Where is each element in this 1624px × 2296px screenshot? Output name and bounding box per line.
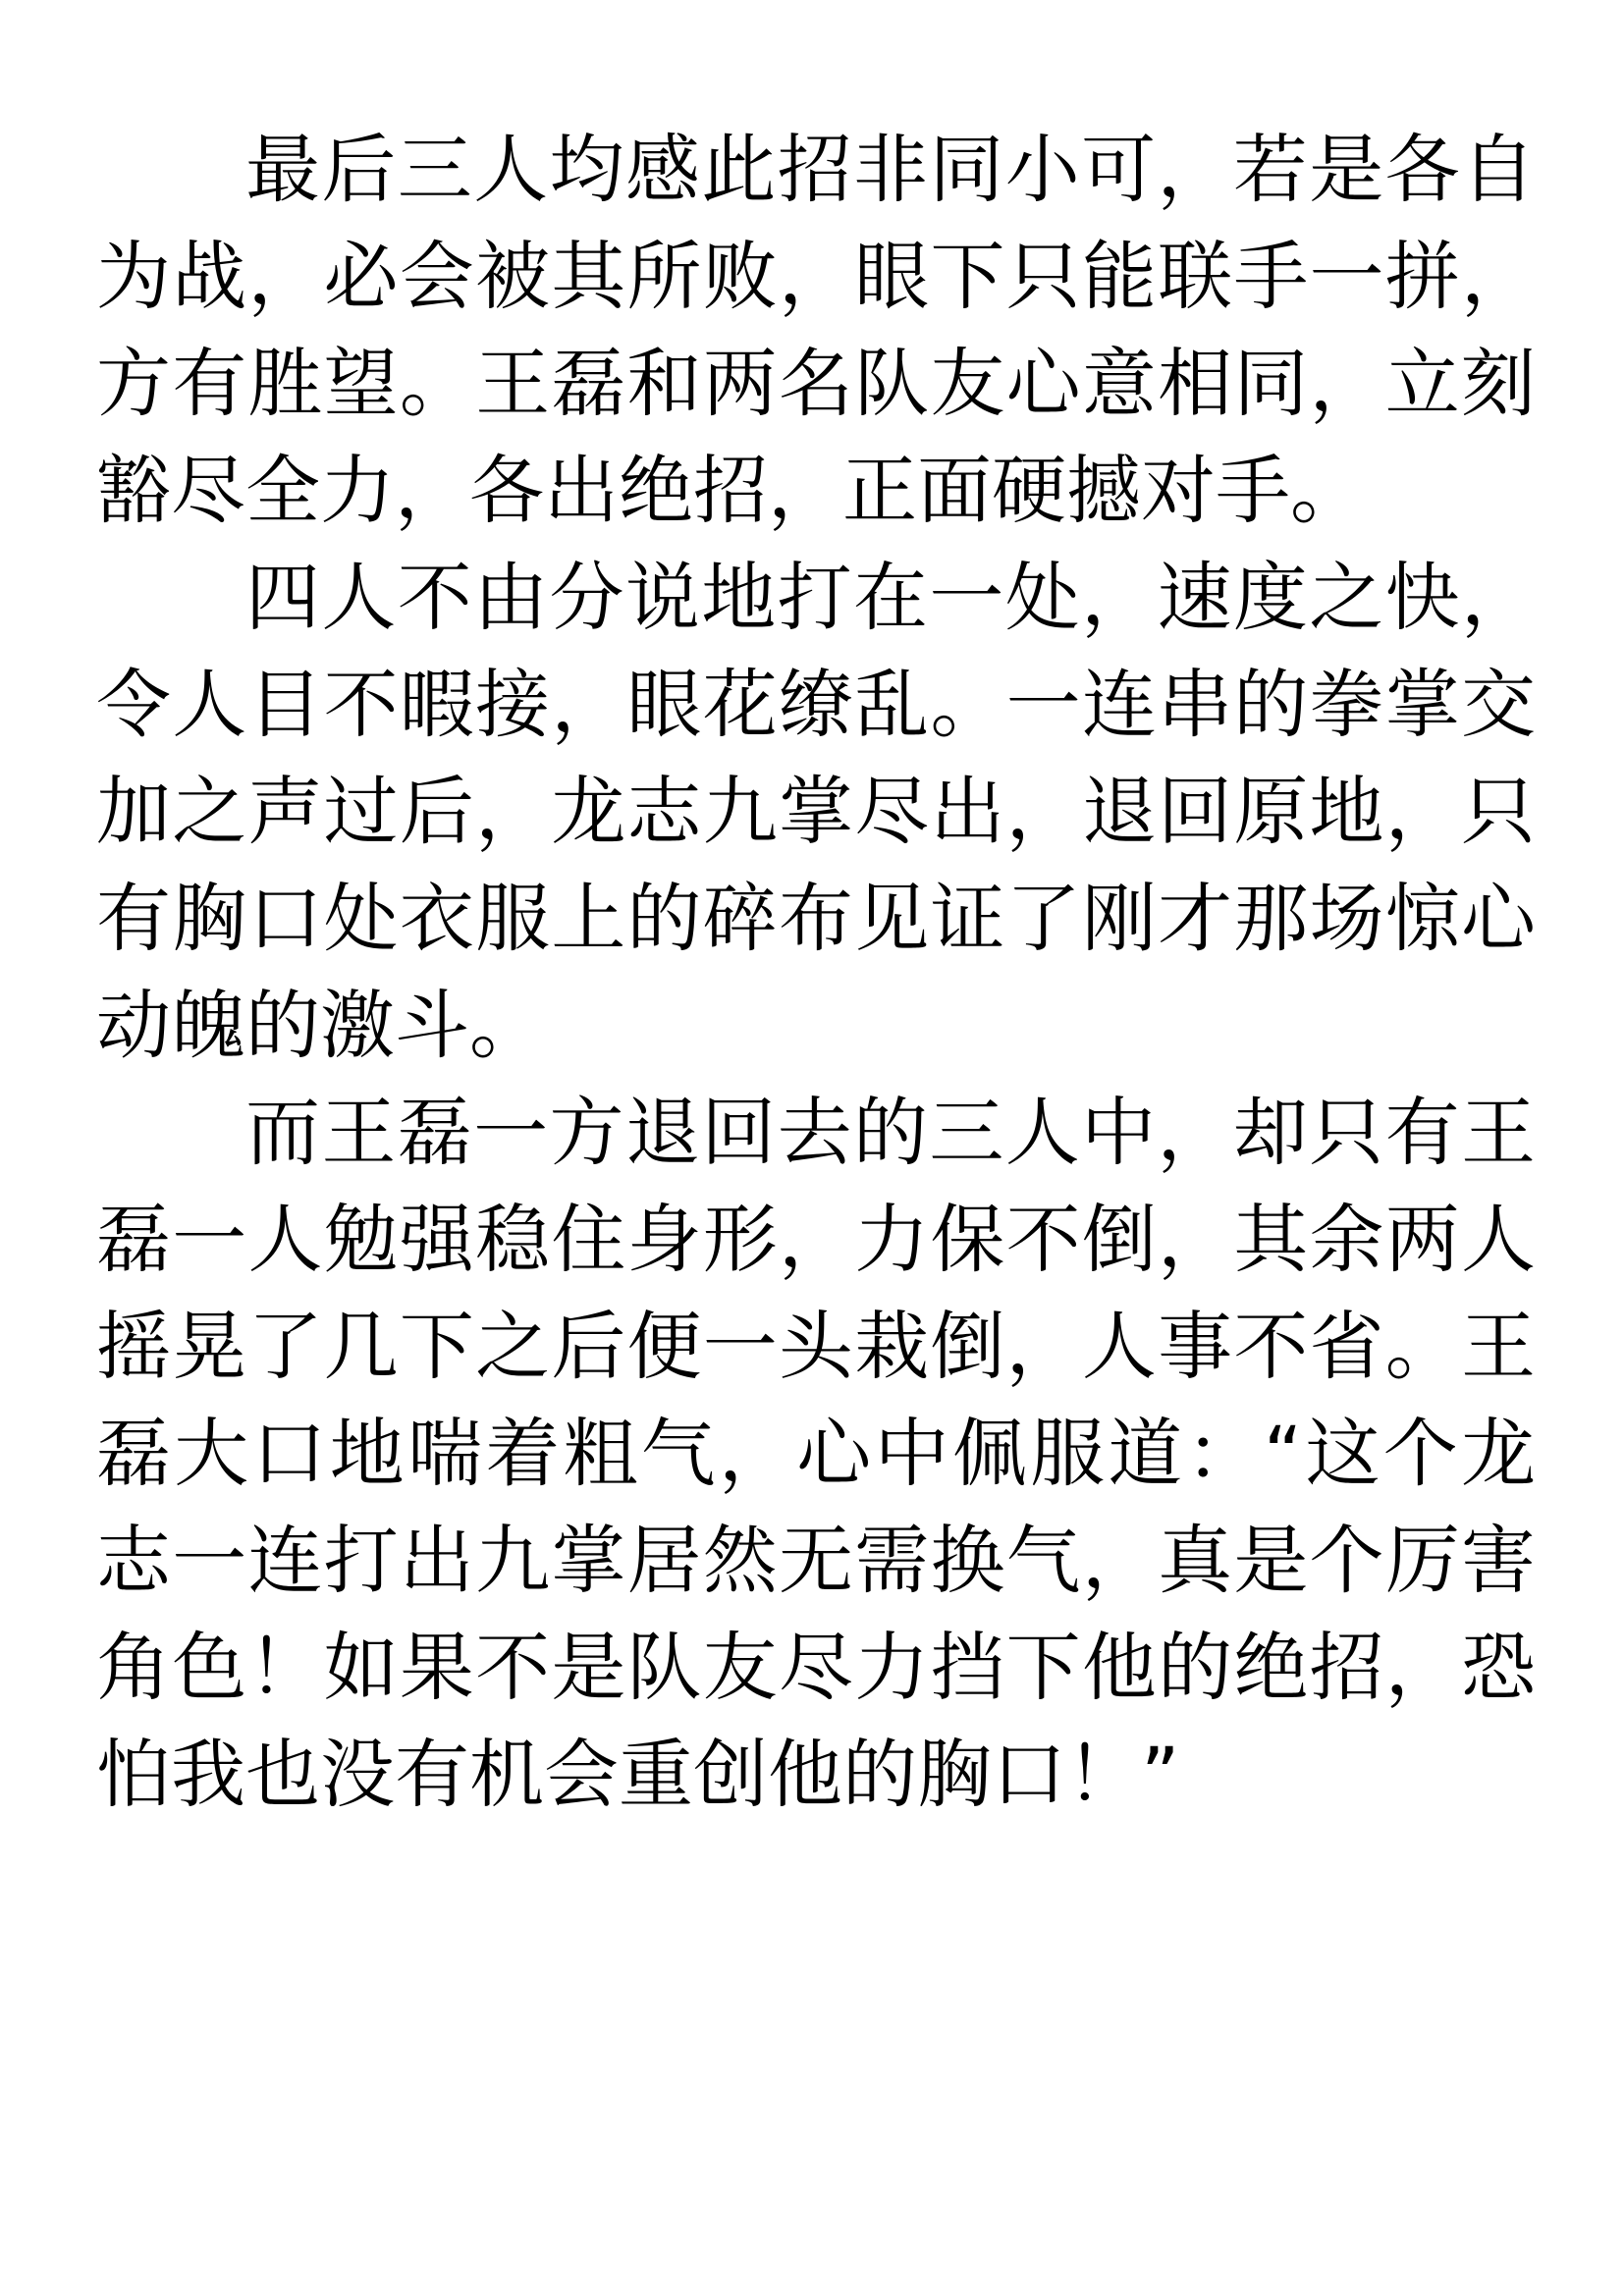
paragraph-2: 四人不由分说地打在一处，速度之快，令人目不暇接，眼花缭乱。一连串的拳掌交加之声过后，龙志九掌尽出，退回原地，只有胸口处衣服上的碎布见证了刚才那场惊心动魄的激斗。 <box>96 554 1536 1069</box>
paragraph-1: 最后三人均感此招非同小可，若是各自为战，必会被其所败，眼下只能联手一拼，方有胜望。王磊和两名队友心意相同，立刻豁尽全力，各出绝招，正面硬撼对手。 <box>96 126 1536 534</box>
paragraph-3: 而王磊一方退回去的三人中，却只有王磊一人勉强稳住身形，力保不倒，其余两人摇晃了几下之后便一头栽倒，人事不省。王磊大口地喘着粗气，心中佩服道：“这个龙志一连打出九掌居然无需换气，真是个厉害角色！如果不是队友尽力挡下他的绝招，恐怕我也没有机会重创他的胸口！” <box>96 1089 1536 1818</box>
body-text <box>96 116 1536 1828</box>
